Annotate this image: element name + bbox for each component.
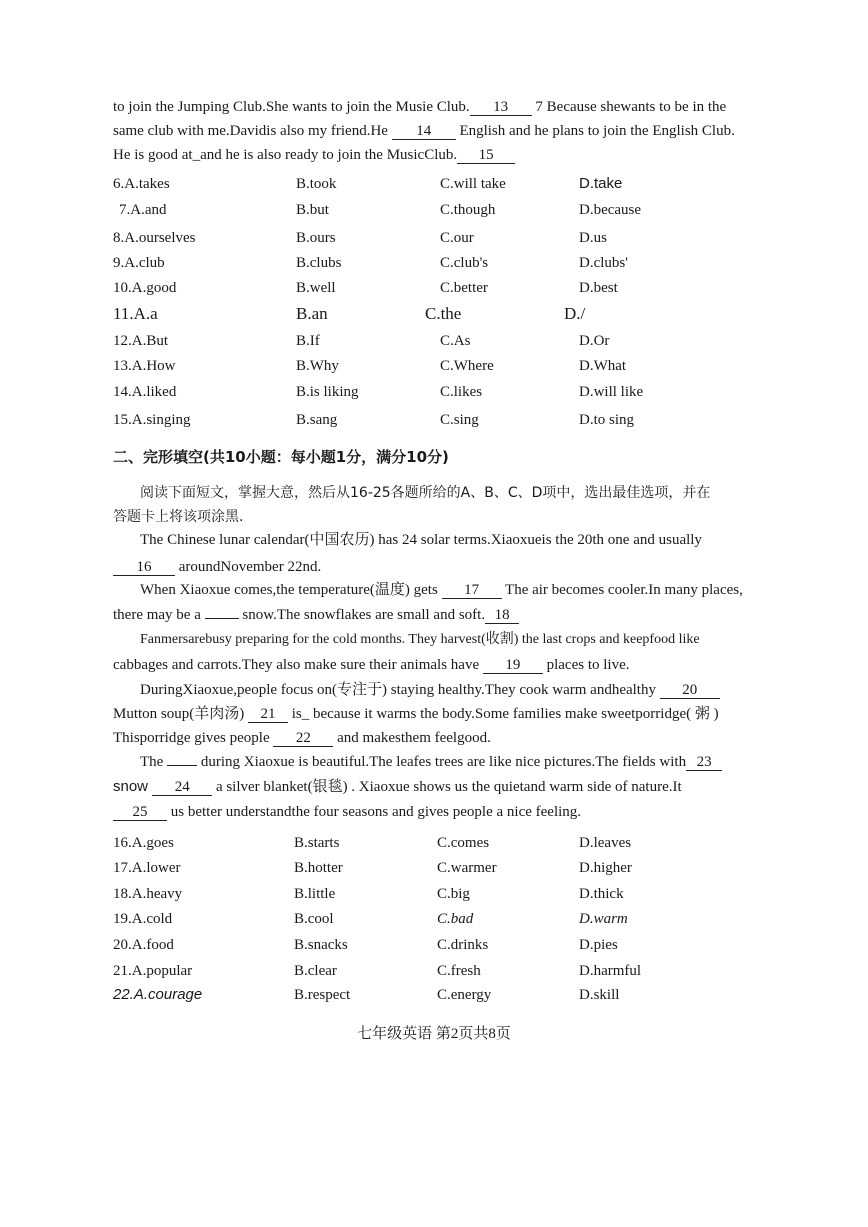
option-d: D.because: [579, 202, 642, 218]
instruction-line: 答题卡上将该项涂黑.: [113, 509, 244, 525]
blank-22: 22: [273, 730, 333, 747]
option-a: 6.A.takes: [113, 176, 170, 192]
option-d: D.warm: [579, 911, 628, 927]
option-c: C.fresh: [437, 963, 481, 979]
passage-line: cabbages and carrots.They also make sure their animals have 19 places to live.: [113, 657, 630, 673]
option-c: C.bad: [437, 911, 474, 927]
option-b: B.is liking: [296, 384, 359, 400]
blank-24: 24: [152, 779, 212, 796]
passage-line: to join the Jumping Club.She wants to join the Musie Club. 13 7 Because shewants to be in the: [113, 99, 727, 115]
passage-line: there may be a snow.The snowflakes are small and soft. 18: [113, 605, 519, 625]
option-a: 15.A.singing: [113, 412, 191, 428]
option-c: C.our: [440, 230, 474, 246]
option-c: C.As: [440, 333, 471, 349]
option-b: B.starts: [294, 835, 340, 851]
option-b: B.hotter: [294, 860, 343, 876]
option-c: C.the: [425, 304, 462, 323]
option-b: B.sang: [296, 412, 338, 428]
option-c: C.better: [440, 280, 488, 296]
option-d: D.What: [579, 358, 627, 374]
option-b: B.little: [294, 886, 336, 902]
option-d: D.harmful: [579, 963, 642, 979]
option-d: D.skill: [579, 987, 620, 1003]
option-c: C.energy: [437, 987, 492, 1003]
passage-line: snow 24 a silver blanket(银毯) . Xiaoxue shows us the quietand warm side of nature.It: [113, 778, 682, 795]
option-a: 18.A.heavy: [113, 886, 183, 902]
option-a: 20.A.food: [113, 937, 174, 953]
option-d: D.us: [579, 230, 607, 246]
option-b: B.clear: [294, 963, 337, 979]
option-d: D.will like: [579, 384, 644, 400]
option-a: 8.A.ourselves: [113, 230, 196, 246]
blank-empty: [205, 618, 239, 619]
option-c: C.though: [440, 202, 496, 218]
option-b: B.but: [296, 202, 329, 218]
blank-23: 23: [686, 754, 722, 771]
option-a: 16.A.goes: [113, 835, 174, 851]
blank-21: 21: [248, 706, 288, 723]
option-c: C.sing: [440, 412, 479, 428]
blank-empty: [167, 765, 197, 766]
option-a: 7.A.and: [119, 202, 167, 218]
option-d: D./: [564, 304, 586, 323]
passage-line: Thisporridge gives people 22 and makesthem feelgood.: [113, 730, 491, 746]
option-b: B.clubs: [296, 255, 342, 271]
blank-15: 15: [457, 147, 515, 164]
passage-line: DuringXiaoxue,people focus on(专注于) staying healthy.They cook warm andhealthy 20: [140, 680, 720, 700]
option-b: B.respect: [294, 987, 351, 1003]
option-a: 21.A.popular: [113, 963, 193, 979]
option-a: 22.A.courage: [113, 986, 203, 1003]
option-c: C.warmer: [437, 860, 497, 876]
blank-25: 25: [113, 804, 167, 821]
option-d: D.take: [579, 175, 623, 192]
option-d: D.higher: [579, 860, 632, 876]
option-c: C.drinks: [437, 937, 489, 953]
option-a: 14.A.liked: [113, 384, 177, 400]
option-d: D.to sing: [579, 412, 635, 428]
blank-20: 20: [660, 682, 720, 699]
passage-line: When Xiaoxue comes,the temperature(温度) gets 17 The air becomes cooler.In many places,: [140, 582, 743, 598]
option-b: B.snacks: [294, 937, 348, 953]
option-a: 11.A.a: [113, 304, 158, 323]
option-b: B.an: [296, 304, 328, 323]
option-d: D.leaves: [579, 835, 632, 851]
option-d: D.pies: [579, 937, 618, 953]
instruction-line: 阅读下面短文，掌握大意，然后从16-25各题所给的A、B、C、D项中，选出最佳选项，并在: [140, 485, 711, 501]
option-d: D.thick: [579, 886, 624, 902]
option-c: C.will take: [440, 176, 506, 192]
option-c: C.big: [437, 886, 470, 902]
passage-line: The during Xiaoxue is beautiful.The leafes trees are like nice pictures.The fields with 23: [140, 752, 722, 772]
option-b: B.If: [296, 333, 320, 349]
blank-13: 13: [470, 99, 532, 116]
option-c: C.Where: [440, 358, 494, 374]
passage-line: Fanmersarebusy preparing for the cold months. They harvest(收割) the last crops and keepfood like: [140, 632, 700, 647]
option-c: C.comes: [437, 835, 490, 851]
passage-line: 16 aroundNovember 22nd.: [113, 557, 321, 577]
blank-19: 19: [483, 657, 543, 674]
blank-16: 16: [113, 559, 175, 576]
option-b: B.Why: [296, 358, 339, 374]
blank-17: 17: [442, 582, 502, 599]
passage-line: Mutton soup(羊肉汤) 21 is_ because it warms the body.Some families make sweetporridge( 粥 ): [113, 706, 719, 722]
option-b: B.cool: [294, 911, 334, 927]
passage-line: The Chinese lunar calendar(中国农历) has 24 solar terms.Xiaoxueis the 20th one and usually: [140, 532, 702, 548]
option-d: D.best: [579, 280, 618, 296]
option-c: C.club's: [440, 255, 489, 271]
option-a: 12.A.But: [113, 333, 169, 349]
blank-18: 18: [485, 607, 519, 624]
option-d: D.clubs': [579, 255, 628, 271]
option-b: B.took: [296, 176, 337, 192]
option-a: 9.A.club: [113, 255, 165, 271]
option-b: B.well: [296, 280, 336, 296]
section-heading: 二、完形填空(共10小题：每小题1分，满分10分): [113, 448, 449, 466]
option-a: 10.A.good: [113, 280, 177, 296]
option-b: B.ours: [296, 230, 336, 246]
blank-14: 14: [392, 123, 456, 140]
option-a: 13.A.How: [113, 358, 176, 374]
passage-line: 25 us better understandthe four seasons and gives people a nice feeling.: [113, 802, 581, 822]
option-c: C.likes: [440, 384, 483, 400]
option-a: 19.A.cold: [113, 911, 173, 927]
option-d: D.Or: [579, 333, 610, 349]
passage-line: same club with me.Davidis also my friend.He 14 English and he plans to join the English Club.: [113, 123, 735, 139]
passage-line: He is good at_and he is also ready to join the MusicClub. 15: [113, 145, 515, 165]
option-a: 17.A.lower: [113, 860, 181, 876]
page-footer: 七年级英语 第2页共8页: [357, 1026, 511, 1042]
